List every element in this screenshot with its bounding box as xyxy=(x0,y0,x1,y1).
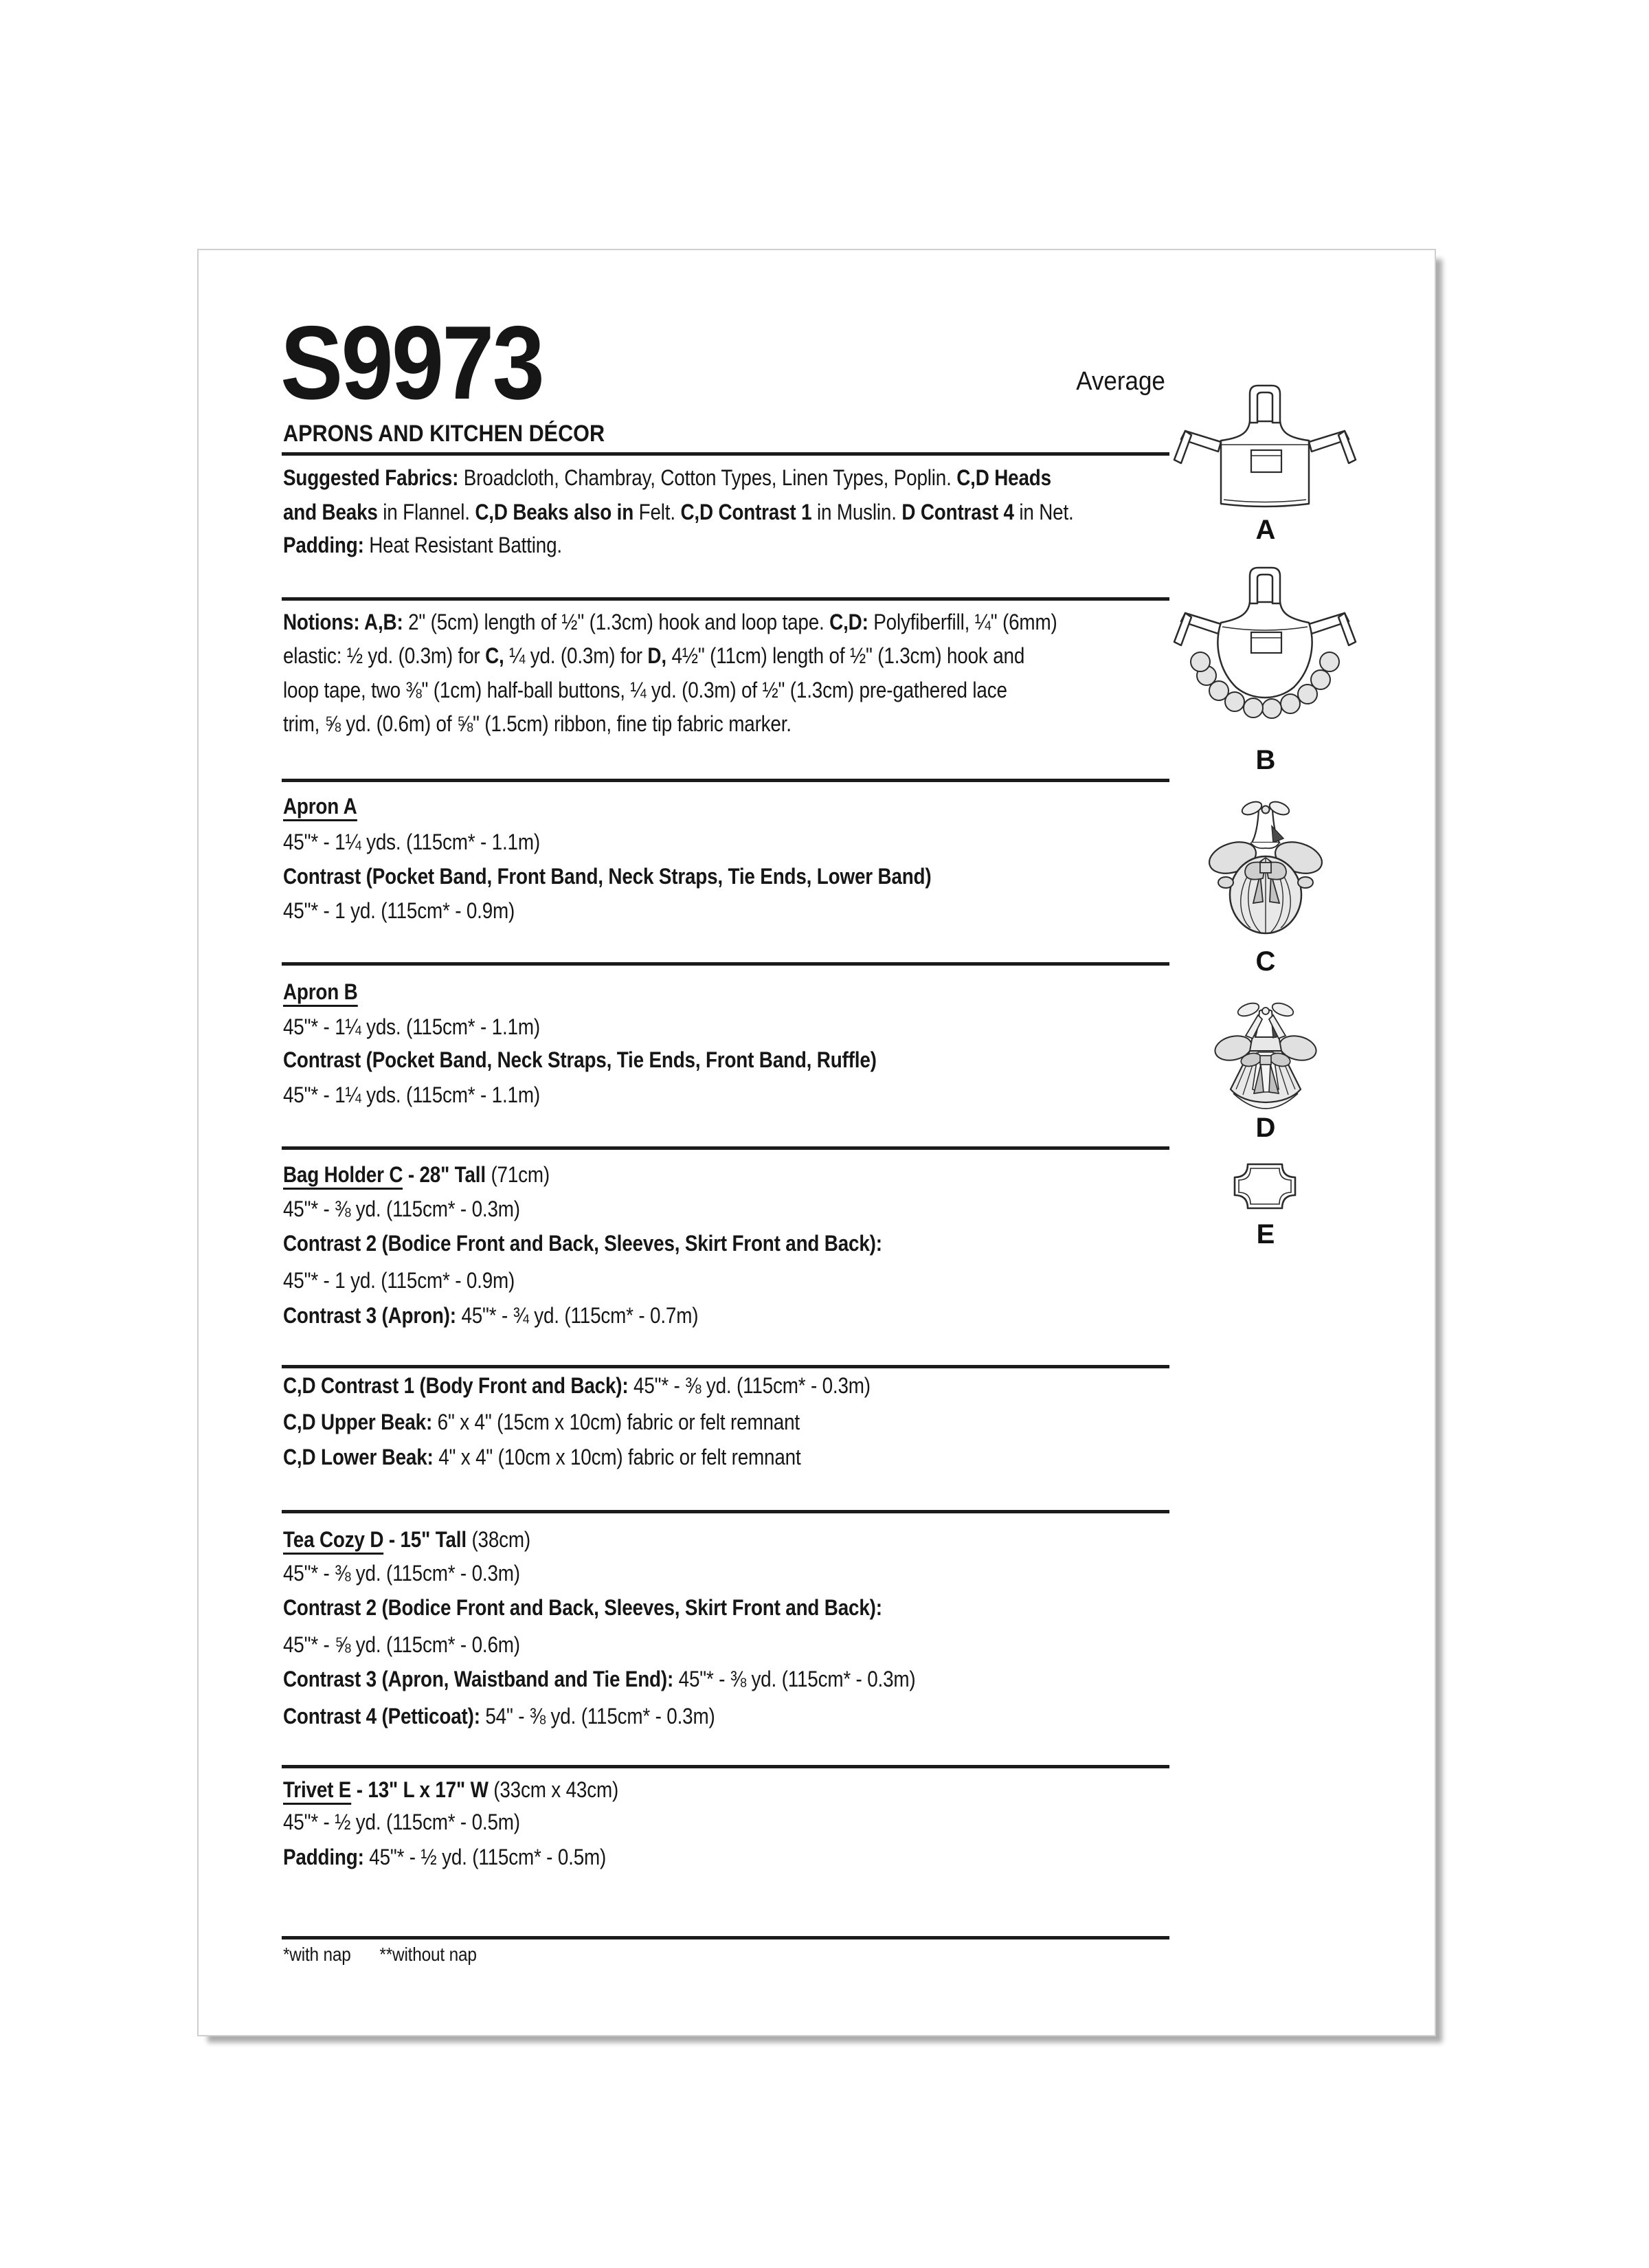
pattern-number: S9973 xyxy=(280,304,543,421)
figure-label-c: C xyxy=(1255,946,1276,977)
fabrics-label: Suggested Fabrics: xyxy=(283,465,459,490)
trivet-e-yardage-1: 45"* - ½ yd. (115cm* - 0.5m) xyxy=(283,1810,520,1834)
divider-rule xyxy=(282,1765,1169,1768)
divider-rule xyxy=(282,597,1169,601)
figure-label-a: A xyxy=(1255,515,1276,545)
divider-rule xyxy=(282,1936,1169,1939)
tea-cozy-d-yardage-1: 45"* - ⅜ yd. (115cm* - 0.3m) xyxy=(283,1561,520,1586)
divider-rule xyxy=(282,779,1169,782)
fabrics-line-3: Padding: Heat Resistant Batting. xyxy=(283,533,562,557)
difficulty-rating: Average xyxy=(1076,367,1165,396)
padding-label: Padding: xyxy=(283,533,364,557)
trivet-e-padding: Padding: 45"* - ½ yd. (115cm* - 0.5m) xyxy=(283,1845,607,1869)
trivet-e-heading: Trivet E - 13" L x 17" W (33cm x 43cm) xyxy=(283,1776,618,1803)
figure-label-b: B xyxy=(1255,745,1276,775)
notions-label: Notions: A,B: xyxy=(283,610,403,634)
bag-holder-c-contrast-2: Contrast 2 (Bodice Front and Back, Sleeves, Skirt Front and Back): xyxy=(283,1231,882,1256)
bag-holder-c-yardage-1: 45"* - ⅜ yd. (115cm* - 0.3m) xyxy=(283,1197,520,1221)
notions-line-3: loop tape, two ⅜" (1cm) half-ball buttons, ¼ yd. (0.3m) of ½" (1.3cm) pre-gathered lace xyxy=(283,678,1007,702)
tea-cozy-d-yardage-2: 45"* - ⅝ yd. (115cm* - 0.6m) xyxy=(283,1632,520,1657)
bag-holder-c-illustration xyxy=(1205,799,1326,943)
tea-cozy-d-contrast-3: Contrast 3 (Apron, Waistband and Tie End): 45"* - ⅜ yd. (115cm* - 0.3m) xyxy=(283,1667,916,1691)
apron-a-yardage-2: 45"* - 1 yd. (115cm* - 0.9m) xyxy=(283,898,515,923)
apron-a-heading: Apron A xyxy=(283,792,357,820)
divider-rule xyxy=(282,1146,1169,1150)
apron-b-yardage-2: 45"* - 1¼ yds. (115cm* - 1.1m) xyxy=(283,1082,540,1107)
nap-footnote xyxy=(283,1942,477,1967)
pattern-envelope-back-page xyxy=(197,249,1436,2036)
tea-cozy-d-heading: Tea Cozy D - 15" Tall (38cm) xyxy=(283,1526,530,1553)
cd-contrast-1-line: C,D Contrast 1 (Body Front and Back): 45"* - ⅜ yd. (115cm* - 0.3m) xyxy=(283,1373,871,1398)
tea-cozy-d-contrast-4: Contrast 4 (Petticoat): 54" - ⅜ yd. (115cm* - 0.3m) xyxy=(283,1704,715,1728)
apron-a-contrast: Contrast (Pocket Band, Front Band, Neck Straps, Tie Ends, Lower Band) xyxy=(283,864,932,889)
category-title: APRONS AND KITCHEN DÉCOR xyxy=(283,421,605,447)
apron-a-yardage-1: 45"* - 1¼ yds. (115cm* - 1.1m) xyxy=(283,830,540,854)
bag-holder-c-contrast-3: Contrast 3 (Apron): 45"* - ¾ yd. (115cm* - 0.7m) xyxy=(283,1303,699,1328)
divider-rule xyxy=(282,962,1169,966)
tea-cozy-d-illustration xyxy=(1207,1001,1324,1111)
divider-rule xyxy=(282,1365,1169,1368)
fabrics-line-2: and Beaks in Flannel. C,D Beaks also in Felt. C,D Contrast 1 in Muslin. D Contrast 4 in Net. xyxy=(283,500,1074,524)
apron-b-yardage-1: 45"* - 1¼ yds. (115cm* - 1.1m) xyxy=(283,1014,540,1039)
apron-b-heading: Apron B xyxy=(283,978,358,1005)
notions-line-4: trim, ⅝ yd. (0.6m) of ⅝" (1.5cm) ribbon, fine tip fabric marker. xyxy=(283,711,792,736)
figure-label-e: E xyxy=(1256,1219,1275,1249)
notions-line-2: elastic: ½ yd. (0.3m) for C, ¼ yd. (0.3m) for D, 4½" (11cm) length of ½" (1.3cm) hook and xyxy=(283,643,1025,668)
tea-cozy-d-contrast-2: Contrast 2 (Bodice Front and Back, Sleeves, Skirt Front and Back): xyxy=(283,1595,882,1620)
fabrics-line-1: Suggested Fabrics: Broadcloth, Chambray, Cotton Types, Linen Types, Poplin. C,D Heads xyxy=(283,465,1051,490)
trivet-e-illustration xyxy=(1233,1162,1297,1210)
divider-rule xyxy=(282,1510,1169,1513)
apron-a-illustration xyxy=(1173,383,1357,510)
with-nap-note: *with nap xyxy=(283,1944,351,1965)
apron-b-illustration xyxy=(1173,565,1357,742)
figure-label-d: D xyxy=(1255,1113,1276,1143)
cd-lower-beak-line: C,D Lower Beak: 4" x 4" (10cm x 10cm) fabric or felt remnant xyxy=(283,1445,801,1469)
apron-b-contrast: Contrast (Pocket Band, Neck Straps, Tie Ends, Front Band, Ruffle) xyxy=(283,1047,877,1072)
bag-holder-c-heading: Bag Holder C - 28" Tall (71cm) xyxy=(283,1161,550,1188)
without-nap-note: **without nap xyxy=(379,1944,477,1965)
cd-upper-beak-line: C,D Upper Beak: 6" x 4" (15cm x 10cm) fabric or felt remnant xyxy=(283,1410,800,1434)
notions-line-1: Notions: A,B: 2" (5cm) length of ½" (1.3cm) hook and loop tape. C,D: Polyfiberfill, ¼" (6mm) xyxy=(283,610,1057,634)
bag-holder-c-yardage-2: 45"* - 1 yd. (115cm* - 0.9m) xyxy=(283,1268,515,1293)
divider-rule xyxy=(282,452,1169,456)
